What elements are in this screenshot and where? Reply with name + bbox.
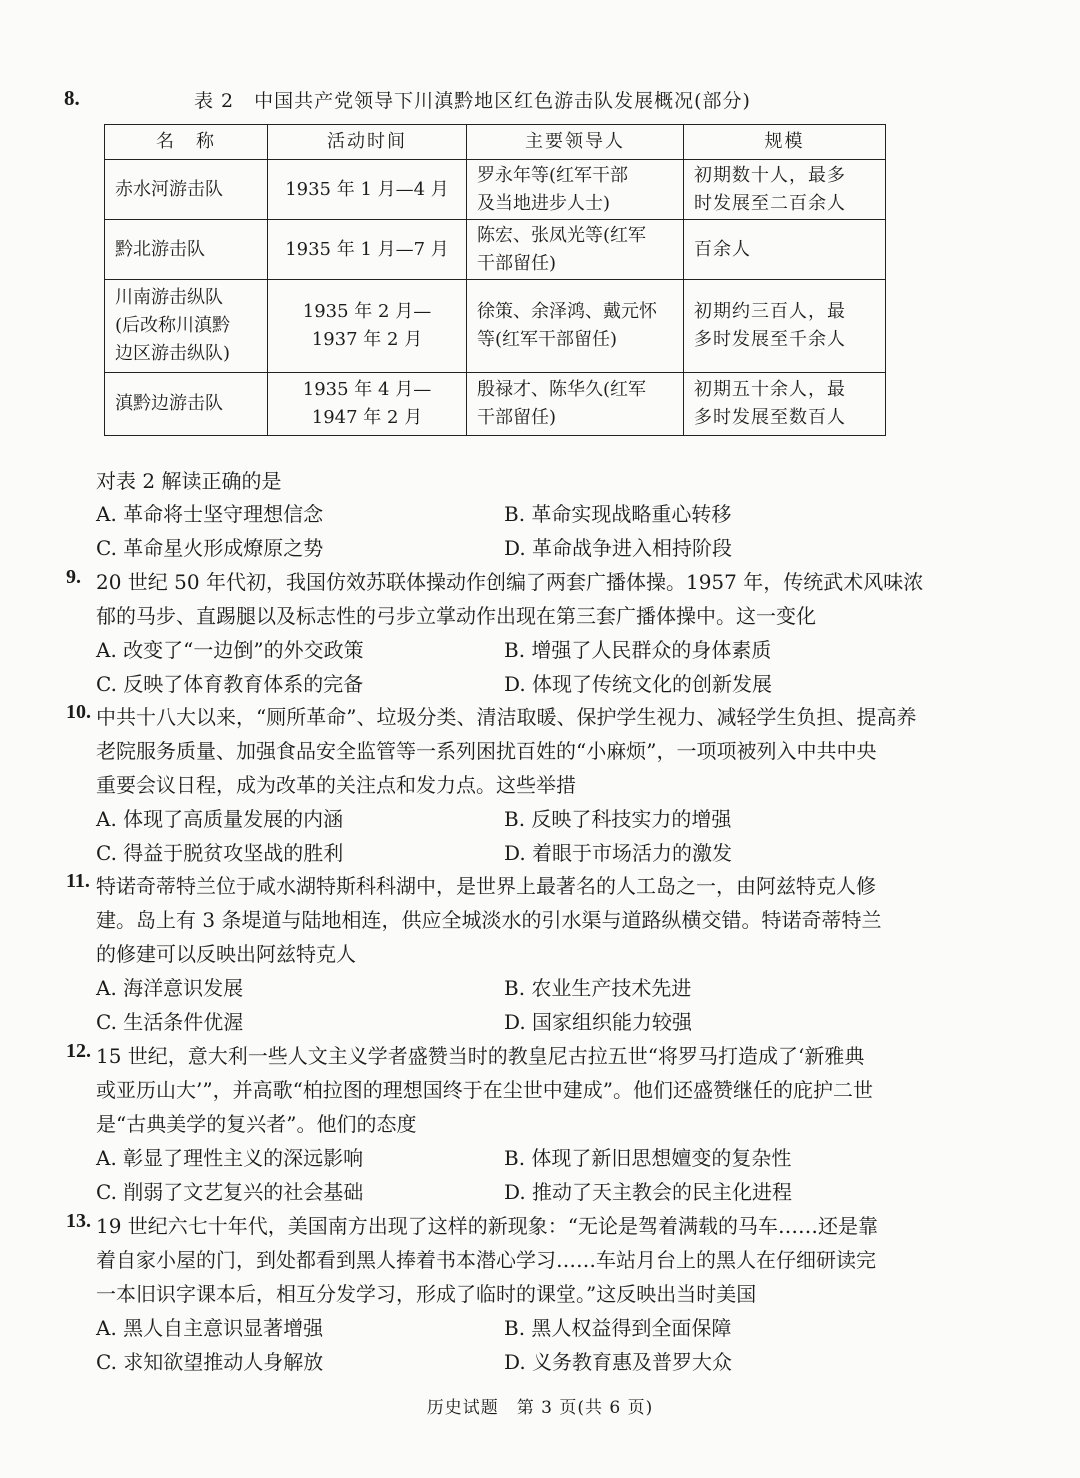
question-number: 8. [64,86,80,110]
option-a[interactable]: A. 海洋意识发展 [96,976,244,1000]
question-line: 一本旧识字课本后，相互分发学习，形成了临时的课堂。”这反映出当时美国 [96,1282,757,1306]
cell-leaders: 罗永年等(红军干部 及当地进步人士) [467,160,684,220]
header-name: 名 称 [105,125,268,160]
option-b[interactable]: B. 反映了科技实力的增强 [504,807,732,831]
question-number: 10. [66,701,91,723]
cell-name: 赤水河游击队 [105,160,268,220]
cell-name: 滇黔边游击队 [105,373,268,436]
option-d[interactable]: D. 着眼于市场活力的激发 [504,841,733,865]
option-a[interactable]: A. 革命将士坚守理想信念 [96,502,324,526]
question-line: 是“古典美学的复兴者”。他们的态度 [96,1112,417,1136]
option-c[interactable]: C. 反映了体育教育体系的完备 [96,672,364,696]
option-b[interactable]: B. 体现了新旧思想嬗变的复杂性 [504,1146,792,1170]
question-number: 12. [66,1040,91,1062]
question-line: 特诺奇蒂特兰位于咸水湖特斯科科湖中，是世界上最著名的人工岛之一，由阿兹特克人修 [96,874,876,898]
option-d[interactable]: D. 国家组织能力较强 [504,1010,693,1034]
cell-scale: 初期五十余人，最 多时发展至数百人 [684,373,886,436]
question-line: 建。岛上有 3 条堤道与陆地相连，供应全城淡水的引水渠与道路纵横交错。特诺奇蒂特兰 [96,908,882,932]
question-stem: 对表 2 解读正确的是 [96,469,282,493]
option-c[interactable]: C. 得益于脱贫攻坚战的胜利 [96,841,344,865]
option-c[interactable]: C. 求知欲望推动人身解放 [96,1350,324,1374]
cell-time: 1935 年 2 月— 1937 年 2 月 [268,280,467,373]
cell-leaders: 徐策、余泽鸿、戴元怀 等(红军干部留任) [467,280,684,373]
table-caption: 表 2 中国共产党领导下川滇黔地区红色游击队发展概况(部分) [194,90,751,112]
option-d[interactable]: D. 义务教育惠及普罗大众 [504,1350,733,1374]
table-row [105,373,886,436]
option-a[interactable]: A. 改变了“一边倒”的外交政策 [96,638,364,662]
question-line: 15 世纪，意大利一些人文主义学者盛赞当时的教皇尼古拉五世“将罗马打造成了‘新雅典 [96,1044,865,1068]
option-a[interactable]: A. 体现了高质量发展的内涵 [96,807,344,831]
option-a[interactable]: A. 彰显了理性主义的深远影响 [96,1146,364,1170]
question-line: 19 世纪六七十年代，美国南方出现了这样的新现象：“无论是驾着满载的马车……还是靠 [96,1214,879,1238]
guerrilla-table [104,124,886,436]
table-header-row [105,125,886,160]
question-number: 13. [66,1210,91,1232]
table-row [105,280,886,373]
option-c[interactable]: C. 革命星火形成燎原之势 [96,536,324,560]
option-b[interactable]: B. 革命实现战略重心转移 [504,502,732,526]
cell-scale: 初期数十人，最多 时发展至二百余人 [684,160,886,220]
option-d[interactable]: D. 革命战争进入相持阶段 [504,536,733,560]
cell-leaders: 陈宏、张凤光等(红军 干部留任) [467,220,684,280]
option-d[interactable]: D. 体现了传统文化的创新发展 [504,672,773,696]
table-row [105,220,886,280]
option-b[interactable]: B. 增强了人民群众的身体素质 [504,638,772,662]
question-number: 11. [66,870,90,892]
table-row [105,160,886,220]
question-line: 着自家小屋的门，到处都看到黑人捧着书本潜心学习……车站月台上的黑人在仔细研读完 [96,1248,876,1272]
question-line: 的修建可以反映出阿兹特克人 [96,942,356,966]
cell-name: 黔北游击队 [105,220,268,280]
question-line: 中共十八大以来，“厕所革命”、垃圾分类、清洁取暖、保护学生视力、减轻学生负担、提高养 [96,705,917,729]
header-time: 活动时间 [268,125,467,160]
page-footer: 历史试题 第 3 页(共 6 页) [426,1398,654,1418]
option-d[interactable]: D. 推动了天主教会的民主化进程 [504,1180,793,1204]
question-line: 郁的马步、直踢腿以及标志性的弓步立掌动作出现在第三套广播体操中。这一变化 [96,604,816,628]
cell-time: 1935 年 1 月—7 月 [268,220,467,280]
question-line: 或亚历山大’”，并高歌“柏拉图的理想国终于在尘世中建成”。他们还盛赞继任的庇护二世 [96,1078,874,1102]
cell-scale: 百余人 [684,220,886,280]
header-leaders: 主要领导人 [467,125,684,160]
cell-leaders: 殷禄才、陈华久(红军 干部留任) [467,373,684,436]
option-c[interactable]: C. 生活条件优渥 [96,1010,244,1034]
question-line: 重要会议日程，成为改革的关注点和发力点。这些举措 [96,773,576,797]
option-a[interactable]: A. 黑人自主意识显著增强 [96,1316,324,1340]
option-c[interactable]: C. 削弱了文艺复兴的社会基础 [96,1180,364,1204]
cell-scale: 初期约三百人，最 多时发展至千余人 [684,280,886,373]
question-line: 20 世纪 50 年代初，我国仿效苏联体操动作创编了两套广播体操。1957 年，传统武术风味浓 [96,570,924,594]
option-b[interactable]: B. 黑人权益得到全面保障 [504,1316,732,1340]
cell-name: 川南游击纵队 (后改称川滇黔 边区游击纵队) [105,280,268,373]
cell-time: 1935 年 1 月—4 月 [268,160,467,220]
question-number: 9. [66,566,81,588]
header-scale: 规模 [684,125,886,160]
cell-time: 1935 年 4 月— 1947 年 2 月 [268,373,467,436]
option-b[interactable]: B. 农业生产技术先进 [504,976,692,1000]
question-line: 老院服务质量、加强食品安全监管等一系列困扰百姓的“小麻烦”，一项项被列入中共中央 [96,739,877,763]
